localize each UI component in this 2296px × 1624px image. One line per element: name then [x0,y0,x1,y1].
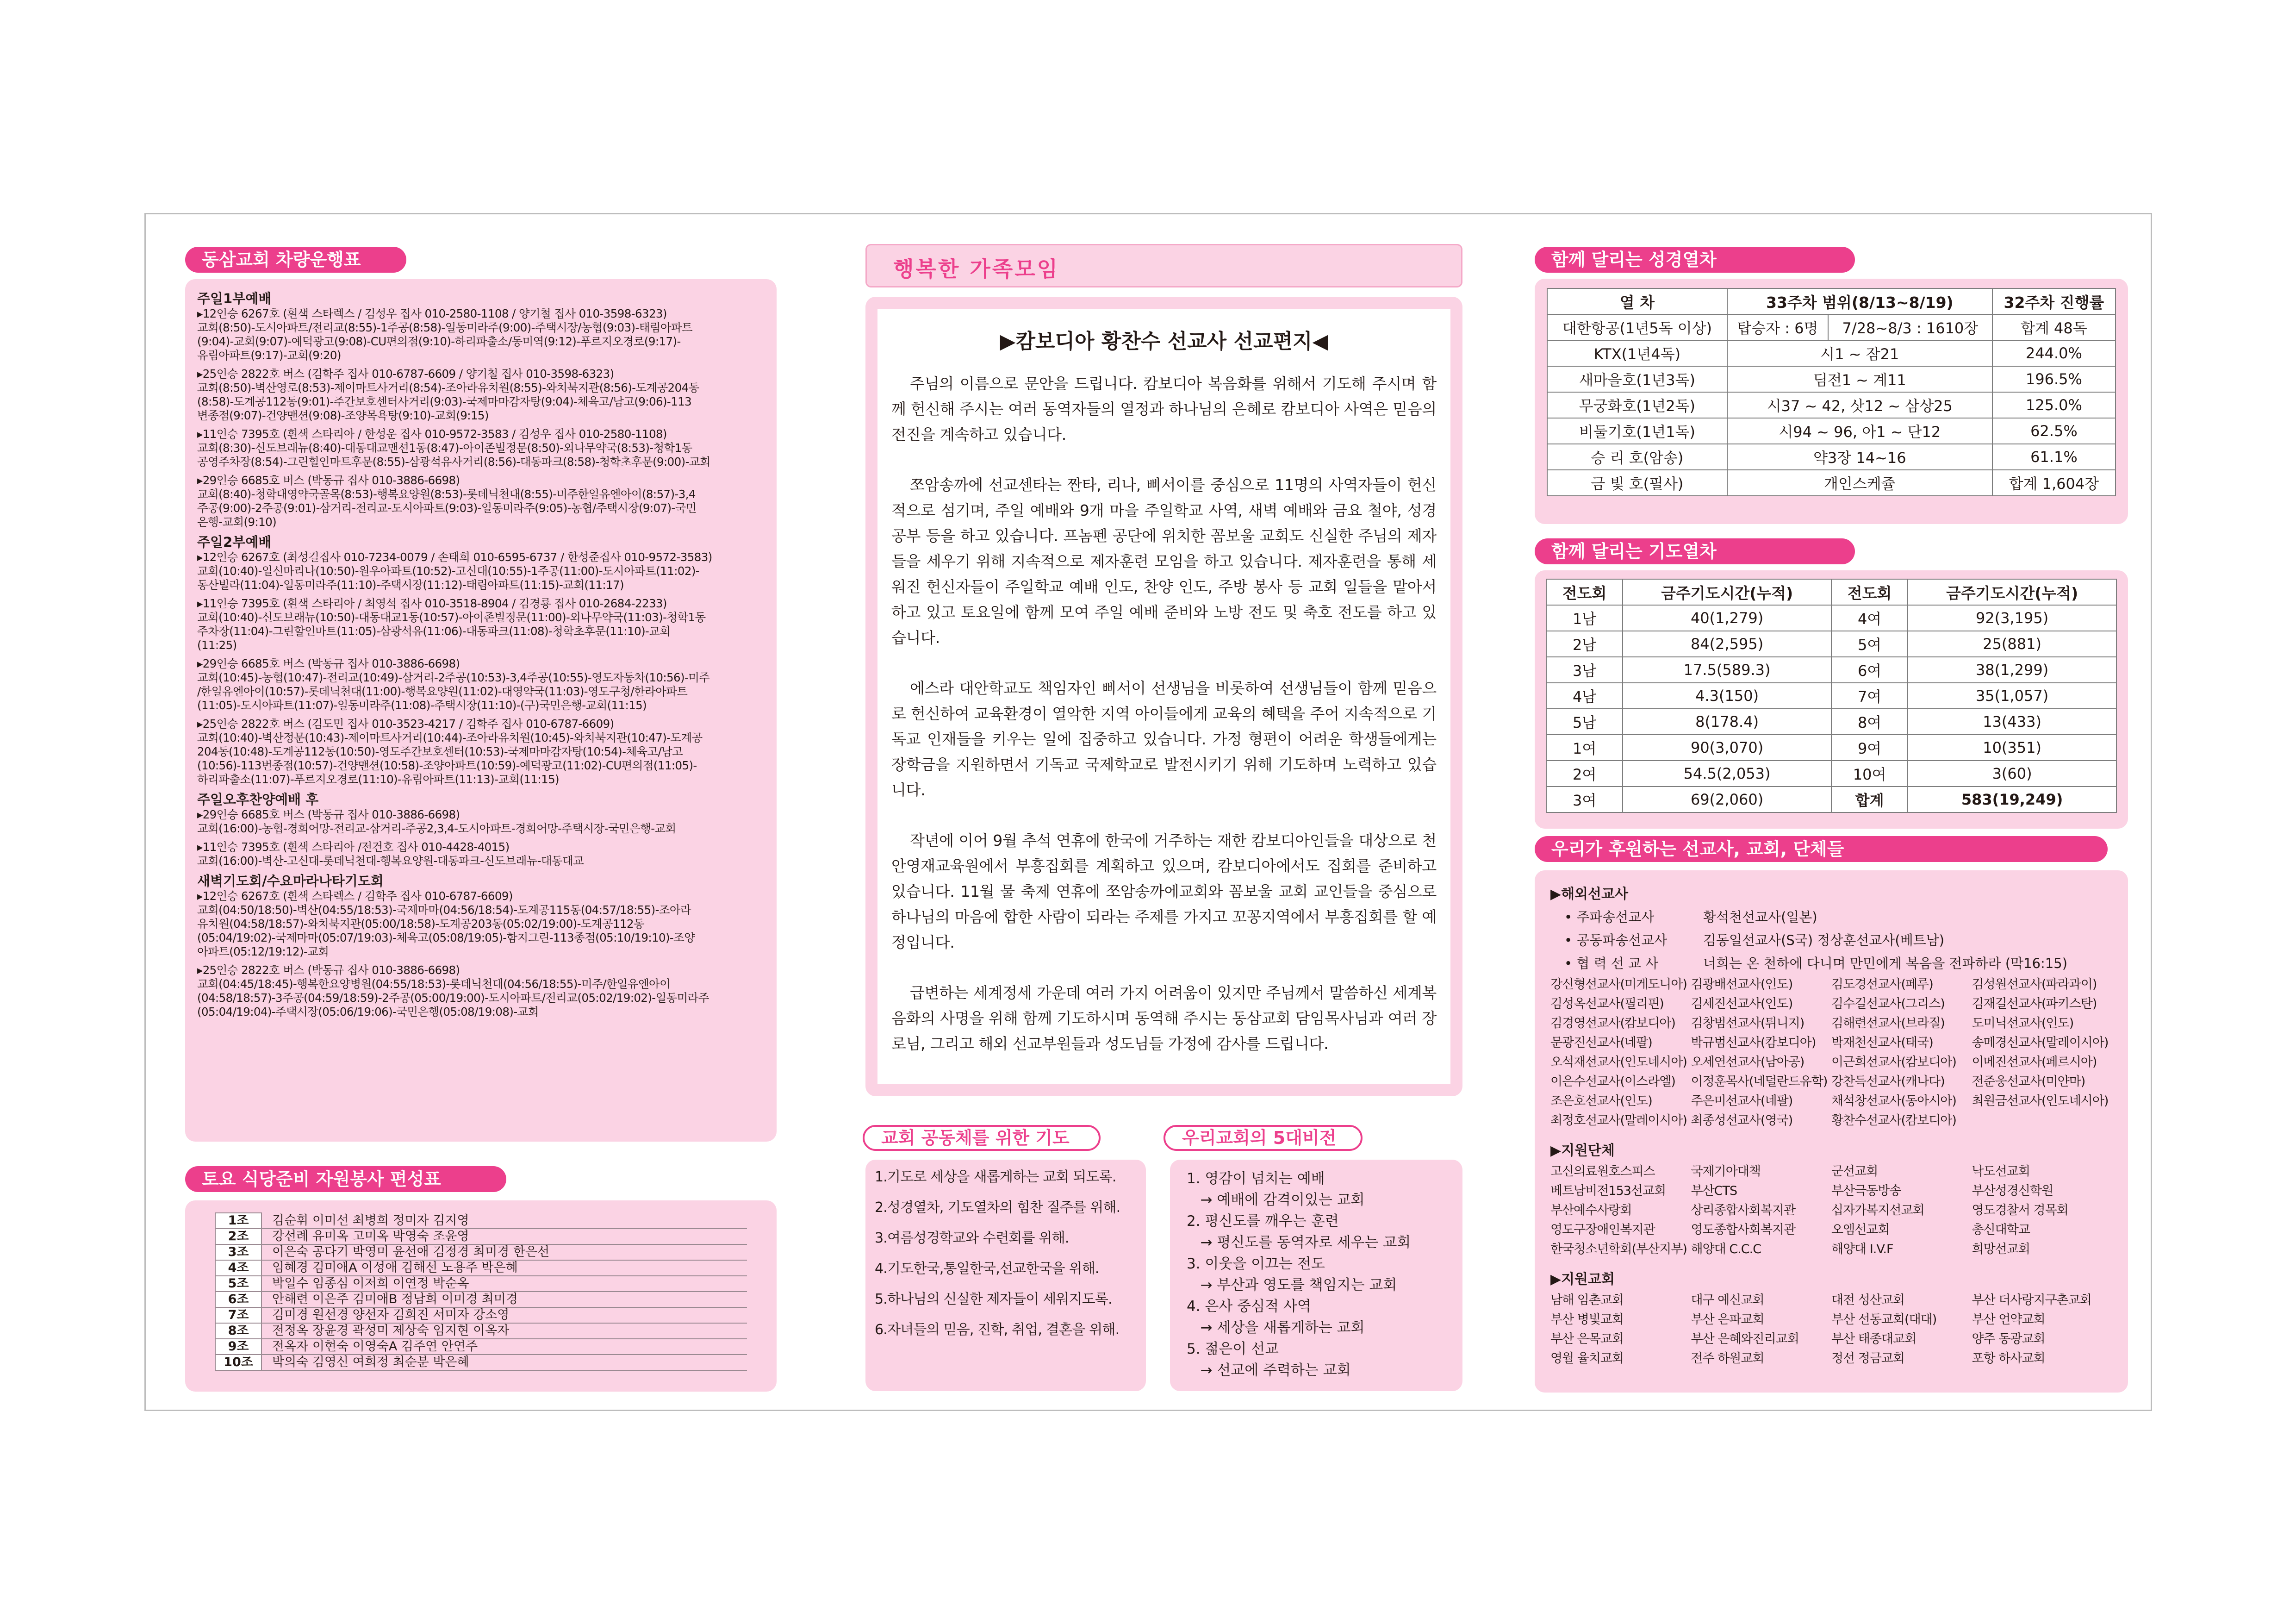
missionary-name: 김성옥선교사(필리핀) [1550,997,1664,1011]
prayer-item: 2.성경열차, 기도열차의 힘찬 질주를 위해. [875,1199,1120,1216]
support-org: 베트남비전153선교회 [1550,1184,1666,1198]
support-church: 부산 언약교회 [1972,1312,2045,1327]
support-church: 부산 태종대교회 [1831,1332,1916,1346]
missionary-names: 너희는 온 천하에 다니며 만민에게 복음을 전파하라 (막16:15) [1703,956,2068,971]
missionary-name: 황찬수선교사(캄보디아) [1831,1113,1956,1128]
support-org: 부산극동방송 [1831,1184,1901,1198]
prayer-group: 2여 [1546,761,1623,787]
bible-train-name: 금 빛 호(필사) [1547,470,1727,496]
kitchen-group: 4조 [215,1260,261,1276]
prayer-item: 4.기도한국,통일한국,선교한국을 위해. [875,1261,1099,1277]
bible-train-name: 비둘기호(1년1독) [1547,418,1727,444]
kitchen-names: 박일수 임종심 이저희 이연정 박순옥 [261,1276,747,1292]
bus-route-entry: ▸29인승 6685호 버스 (박동규 집사 010-3886-6698) 교회(8:40)-청학대영약국골목(8:53)-행복요양원(8:53)-롯데닉천대(8:55)-미주한일유엔아이(8:57)-3,4 주공(9:00)-2주공(9:01)-삼거리-전리교-도시아파트(9:03)-일동미라주(9:05)-농협/주택시장(9:07)-국민 은행-교회(9:10) [197,474,697,529]
bible-train-progress: 61.1% [1992,444,2116,470]
missionary-name: 김세진선교사(인도) [1691,997,1793,1011]
bus-route-entry: ▸25인승 2822호 버스 (김도민 집사 010-3523-4217 / 김학주 집사 010-6787-6609) 교회(10:40)-벽산정문(10:43)-제이마트사거리(10:44)-조아라유치원(10:45)-와치북지관(10:47)-도계공 204동(10:48)-도계공112동(10:50)-영도주간보호센터(10:53)-국제마마감자탕(10:54)-체육고/남고 (10:56)-113번종점(10:57)-건양맨션(10:58)-조양아파트(10:59)-예덕광고(11:02)-CU편의점(11:05)- 하리파출소(11:07)-푸르지오경로(11:10)-유림아파트(11:13)-교회(11:15) [197,717,703,786]
kitchen-row [215,1276,747,1292]
prayer-train-box [1535,570,2128,829]
missionary-name: 최종성선교사(영국) [1691,1113,1793,1128]
missionary-row [1550,906,2112,929]
bible-train-range: 시1 ~ 잠21 [1727,340,1992,366]
prayer-time: 40(1,279) [1623,605,1831,631]
vision-item: → 예배에 감격이있는 교회 [1187,1192,1365,1208]
missionary-rows [1550,906,2112,975]
letter-paragraph: 에스라 대안학교도 책임자인 삐서이 선생님을 비롯하여 선생님들이 함께 믿음으로 헌신하여 교육환경이 열악한 지역 아이들에게 교육의 혜택을 주어 지속적으로 기독교 인재들을 키우는 일에 집중하고 있습니다. 가정 형편이 어려운 학생들에게는 장학금을 지원하면서 기독교 국제학교로 발전시키기 위해 기도하며 노력하고 있습니다. [891,679,1437,799]
vision-item: → 세상을 새롭게하는 교회 [1187,1319,1365,1336]
bible-sub-cell: 7/28~8/3 : 1610장 [1828,314,1992,340]
support-org: 부산예수사랑회 [1550,1203,1632,1218]
prayer-time: 54.5(2,053) [1623,761,1831,787]
missionary-name: 이메진선교사(페르시아) [1972,1055,2097,1069]
church-vision-header: 우리교회의 5대비전 [1164,1125,1363,1151]
support-church: 정선 정금교회 [1831,1351,1905,1366]
prayer-item: 5.하나님의 신실한 제자들이 세워지도록. [875,1291,1112,1307]
kitchen-row [215,1292,747,1307]
kitchen-row [215,1307,747,1323]
prayer-item: 3.여름성경학교와 수련회를 위해. [875,1230,1069,1246]
kitchen-names: 전옥자 이현숙 이영숙A 김주연 안연주 [261,1339,747,1355]
missionary-name: 주은미선교사(네팔) [1691,1094,1793,1108]
prayer-train-row [1546,657,2116,683]
missionary-role: • 주파송선교사 [1564,909,1655,925]
missionary-name: 김창범선교사(튀니지) [1691,1016,1804,1031]
support-church: 양주 동광교회 [1972,1332,2045,1346]
bus-section-title: 주일오후찬양예배 후 [197,792,319,807]
bible-train-range: 시94 ~ 96, 아1 ~ 단12 [1727,418,1992,444]
kitchen-group: 6조 [215,1292,261,1307]
vision-item: 1. 영감이 넘치는 예배 [1187,1170,1325,1187]
bible-train-progress: 244.0% [1992,340,2116,366]
support-org: 부산CTS [1691,1184,1737,1198]
community-prayer-box [865,1160,1146,1391]
kitchen-names: 이은숙 공다기 박영미 윤선애 김정경 최미경 한은선 [261,1244,747,1260]
kitchen-row [215,1229,747,1244]
prayer-train-table [1546,579,2117,813]
kitchen-group: 5조 [215,1276,261,1292]
prayer-train-row [1546,709,2116,735]
missionary-name: 강신형선교사(미게도니아) [1550,977,1687,992]
bible-train-range: 시37 ~ 42, 삿12 ~ 삼상25 [1727,392,1992,418]
prayer-time: 13(433) [1908,709,2116,735]
support-church: 부산 은목교회 [1550,1332,1624,1346]
church-vision-box [1170,1160,1462,1391]
family-gathering-header [865,244,1462,287]
prayer-group: 1남 [1546,605,1623,631]
missionary-name: 김도경선교사(페루) [1831,977,1933,992]
support-org: 총신대학교 [1972,1223,2030,1237]
support-church: 부산 더사랑지구촌교회 [1972,1293,2091,1307]
support-org: 고신의료원호스피스 [1550,1164,1655,1179]
prayer-group: 4여 [1831,605,1908,631]
support-church: 남해 임촌교회 [1550,1293,1624,1307]
missionary-name: 오세연선교사(남아공) [1691,1055,1804,1069]
missionary-name: 송메경선교사(말레이시아) [1972,1036,2109,1050]
kitchen-row [215,1244,747,1260]
mission-letter-body [891,371,1437,1056]
prayer-train-row [1546,683,2116,709]
support-church: 부산 은혜와진리교회 [1691,1332,1799,1346]
prayer-time: 17.5(589.3) [1623,657,1831,683]
kitchen-group: 2조 [215,1229,261,1244]
missionary-name: 오석재선교사(인도네시아) [1550,1055,1687,1069]
missionary-names: 황석천선교사(일본) [1703,909,1817,925]
prayer-train-row [1546,735,2116,761]
prayer-col-time: 금주기도시간(누적) [1908,579,2116,605]
support-org: 영도종합사회복지관 [1691,1223,1796,1237]
missionary-name: 김경영선교사(캄보디아) [1550,1016,1675,1031]
missionary-name: 이근희선교사(캄보디아) [1831,1055,1956,1069]
bible-col-progress: 32주차 진행률 [1992,288,2116,314]
missionary-grid [1550,975,2112,1131]
prayer-time: 10(351) [1908,735,2116,761]
prayer-group: 2남 [1546,631,1623,657]
kitchen-group: 8조 [215,1323,261,1339]
church-grid [1550,1291,2112,1368]
bible-train-box [1535,279,2128,524]
org-title: ▶지원단체 [1550,1143,1615,1159]
bus-route-entry: ▸29인승 6685호 버스 (박동규 집사 010-3886-6698) 교회(16:00)-농협-경희어망-전리교-삼거리-주공2,3,4-도시아파트-경희어망-주택시장-국민은행-교회 [197,808,676,835]
prayer-train-row [1546,761,2116,787]
bus-section-title: 새벽기도회/수요마라나타기도회 [197,873,384,889]
prayer-train-header: 함께 달리는 기도열차 [1535,538,1855,564]
kitchen-group: 10조 [215,1355,261,1370]
kitchen-group: 9조 [215,1339,261,1355]
support-org: 부산성경신학원 [1972,1184,2053,1198]
bus-route-entry: ▸12인승 6267호 (흰색 스타렉스 / 김성우 집사 010-2580-1108 / 양기철 집사 010-3598-6323) 교회(8:50)-도시아파트/전리교(8:55)-1주공(8:58)-일동미라주(9:00)-주택시장/농협(9:03)-태림아파트 (9:04)-교회(9:07)-예덕광고(9:08)-CU편의점(9:10)-하리파출소/동미역(9:12)-푸르지오경로(9:17)- 유림아파트(9:17)-교회(9:20) [197,307,693,362]
bus-section-title: 주일1부예배 [197,291,272,306]
kitchen-names: 전정옥 장윤경 곽성미 제상숙 임지현 이옥자 [261,1323,747,1339]
kitchen-table [215,1212,747,1371]
support-church: 부산 선동교회(대대) [1831,1312,1937,1327]
prayer-item: 1.기도로 세상을 새롭게하는 교회 되도록. [875,1169,1116,1185]
support-org: 십자가복지선교회 [1831,1203,1924,1218]
kitchen-schedule-header: 토요 식당준비 자원봉사 편성표 [185,1166,506,1192]
kitchen-names: 김순휘 이미선 최병희 정미자 김지영 [261,1213,747,1229]
support-org: 해양대 C.C.C [1691,1242,1761,1256]
support-org: 해양대 I.V.F [1831,1242,1893,1256]
kitchen-row [215,1260,747,1276]
support-org: 군선교회 [1831,1164,1878,1179]
bible-train-range: 개인스케쥴 [1727,470,1992,496]
prayer-group: 5여 [1831,631,1908,657]
letter-paragraph: 급변하는 세계정세 가운데 여러 가지 어려움이 있지만 주님께서 말씀하신 세계복음화의 사명을 위해 함께 기도하시며 동역해 주시는 동삼교회 담임목사님과 여러 장로님, 그리고 해외 선교부원들과 성도님들 가정에 감사를 드립니다. [891,984,1437,1053]
bible-train-row [1547,392,2116,418]
bible-sub-cell: 탑승자 : 6명 [1727,314,1828,340]
prayer-time: 84(2,595) [1623,631,1831,657]
prayer-train-row [1546,605,2116,631]
kitchen-schedule-box [185,1200,777,1392]
support-org: 한국청소년학회(부산지부) [1550,1242,1687,1256]
bible-train-range: 딤전1 ~ 계11 [1727,366,1992,392]
prayer-group: 5남 [1546,709,1623,735]
vision-item: 3. 이웃을 이끄는 전도 [1187,1255,1325,1272]
prayer-train-head-row [1546,579,2116,605]
letter-paragraph: 작년에 이어 9월 추석 연휴에 한국에 거주하는 재한 캄보디아인들을 대상으로 천안영재교육원에서 부흥집회를 계획하고 있으며, 캄보디아에서도 집회를 준비하고 있습니다. 11월 물 축제 연휴에 쪼암송까에교회와 꼼보울 교회 교인들을 중심으로 하나님의 마음에 합한 사람이 되라는 주제를 가지고 꼬꽁지역에서 부흥집회를 할 예정입니다. [891,831,1437,951]
bus-section-title: 주일2부예배 [197,534,272,550]
bus-route-entry: ▸11인승 7395호 (흰색 스타리아 / 최영석 집사 010-3518-8904 / 김경룡 집사 010-2684-2233) 교회(10:40)-신도브래뉴(10:50)-대동대교1동(10:57)-아이존빌정문(11:00)-외나무약국(11:03)-청학1동 주차장(11:04)-그린할인마트(11:05)-삼광석유(11:06)-대동파크(11:08)-청학초후문(11:10)-교회 (11:25) [197,597,706,652]
missionary-name [1972,1111,2113,1131]
support-org: 영도경찰서 경목회 [1972,1203,2068,1218]
missionary-name: 강찬득선교사(캐나다) [1831,1074,1945,1089]
vision-item: 4. 은사 중심적 사역 [1187,1298,1311,1315]
prayer-col-group: 전도회 [1546,579,1623,605]
missionary-name: 전준웅선교사(미얀마) [1972,1074,2085,1089]
bus-route-entry: ▸12인승 6267호 (최성길집사 010-7234-0079 / 손태희 010-6595-6737 / 한성준집사 010-9572-3583) 교회(10:40)-일신마리나(10:50)-원우아파트(10:52)-고신대(10:55)-1주공(11:00)-도시아파트(11:02)- 동산빌라(11:04)-일동미라주(11:10)-주택시장(11:12)-태림아파트(11:15)-교회(11:17) [197,550,712,592]
missionary-name: 박규범선교사(캄보디아) [1691,1036,1816,1050]
vision-item: → 평신도를 동역자로 세우는 교회 [1187,1234,1411,1251]
missionary-name: 김해련선교사(브라질) [1831,1016,1945,1031]
kitchen-names: 김미경 원선경 양선자 김희진 서미자 강소영 [261,1307,747,1323]
prayer-group: 합계 [1831,787,1908,812]
org-grid [1550,1162,2112,1259]
bible-train-row [1547,366,2116,392]
bible-train-row [1547,470,2116,496]
prayer-col-time: 금주기도시간(누적) [1623,579,1831,605]
vision-item: 5. 젊은이 선교 [1187,1341,1279,1357]
prayer-time: 90(3,070) [1623,735,1831,761]
bus-route-entry: ▸11인승 7395호 (흰색 스타리아 / 한성운 집사 010-9572-3583 / 김성우 집사 010-2580-1108) 교회(8:30)-신도브래뉴(8:40)-대동대교맨션1동(8:47)-아이존빌정문(8:50)-외나무약국(8:53)-청학1동 공영주차장(8:54)-그린힐인마트후문(8:55)-삼광석유사거리(8:56)-대동파크(8:58)-청학초후문(9:00)-교회 [197,427,710,468]
prayer-col-group: 전도회 [1831,579,1908,605]
kitchen-group: 1조 [215,1213,261,1229]
support-church: 대구 예신교회 [1691,1293,1764,1307]
bus-schedule-box [185,279,777,1142]
prayer-group: 9여 [1831,735,1908,761]
support-org: 희망선교회 [1972,1242,2030,1256]
letter-paragraph: 쪼암송까에 선교센타는 짠타, 리나, 삐서이를 중심으로 11명의 사역자들이 헌신적으로 섬기며, 주일 예배와 9개 마을 주일학교 사역, 새벽 예배와 금요 철야, 성경 공부 등을 하고 있습니다. 프놈펜 공단에 위치한 꼼보울 교회도 신실한 주님의 제자들을 세우기 위해 지속적으로 제자훈련 모임을 하고 있습니다. 제자훈련을 통해 세워진 헌신자들이 주일학교 예배 인도, 찬양 인도, 주방 봉사 등 교회 일들을 맡아서 하고 있고 토요일에 함께 모여 주일 예배 준비와 노방 전도 및 축호 전도를 하고 있습니다. [891,476,1437,647]
vision-item: → 선교에 주력하는 교회 [1187,1362,1351,1379]
support-org: 영도구장애인복지관 [1550,1223,1655,1237]
missionary-name: 이은수선교사(이스라엘) [1550,1074,1675,1089]
support-org: 낙도선교회 [1972,1164,2030,1179]
prayer-group: 7여 [1831,683,1908,709]
bible-train-row [1547,340,2116,366]
letter-paragraph: 주님의 이름으로 문안을 드립니다. 캄보디아 복음화를 위해서 기도해 주시며 함께 헌신해 주시는 여러 동역자들의 열정과 하나님의 은혜로 캄보디아 사역은 믿음의 전진을 계속하고 있습니다. [891,375,1437,443]
bus-route-entry: ▸25인승 2822호 버스 (김학주 집사 010-6787-6609 / 양기철 집사 010-3598-6323) 교회(8:50)-벽산영로(8:53)-제이마트사거리(8:54)-조아라유치원(8:55)-와치북지관(8:56)-도계공204동 (8:58)-도계공112동(9:01)-주간보호센터사거리(9:03)-국제마마감자탕(9:04)-체육고/남고(9:06)-113 변종점(9:07)-건양맨션(9:08)-조양목욕탕(9:10)-교회(9:15) [197,367,699,422]
bible-train-range: 약3장 14~16 [1727,444,1992,470]
bus-section [197,290,765,529]
support-org: 오엠선교회 [1831,1223,1890,1237]
bible-train-sub-row [1547,314,2116,340]
missionary-name: 최정호선교사(말레이시아) [1550,1113,1687,1128]
bible-train-name: 새마을호(1년3독) [1547,366,1727,392]
kitchen-group: 7조 [215,1307,261,1323]
kitchen-names: 박의숙 김영신 여희정 최순분 박은혜 [261,1355,747,1370]
support-header: 우리가 후원하는 선교사, 교회, 단체들 [1535,836,2108,862]
community-prayer-header: 교회 공동체를 위한 기도 [863,1125,1101,1151]
kitchen-row [215,1339,747,1355]
bus-section [197,873,765,1019]
missionary-names: 김동일선교사(S국) 정상훈선교사(베트남) [1703,932,1945,948]
missionary-name: 도미닉선교사(인도) [1972,1016,2074,1031]
prayer-time: 8(178.4) [1623,709,1831,735]
bus-route-entry: ▸25인승 2822호 버스 (박동규 집사 010-3886-6698) 교회(04:45/18:45)-행복한요양병원(04:55/18:53)-롯데닉천대(04:56/18:55)-미주/한일유엔아이 (04:58/18:57)-3주공(04:59/18:59)-2주공(05:00/19:00)-도시아파트/전리교(05:02/19:02)-일동미라주 (05:04/19:04)-주택시장(05:06/19:06)-국민은행(05:08/19:08)-교회 [197,963,709,1018]
missionary-name: 문광진선교사(네팔) [1550,1036,1652,1050]
mission-letter-card [877,309,1450,1084]
prayer-time: 92(3,195) [1908,605,2116,631]
bus-schedule-header: 동삼교회 차량운행표 [185,247,406,273]
missionary-name: 이정훈목사(네덜란드유학) [1691,1074,1828,1089]
support-church: 영월 율치교회 [1550,1351,1624,1366]
prayer-train-row [1546,631,2116,657]
bible-col-train: 열 차 [1547,288,1727,314]
prayer-item: 6.자녀들의 믿음, 진학, 취업, 결혼을 위해. [875,1322,1120,1338]
bus-route-entry: ▸29인승 6685호 버스 (박동규 집사 010-3886-6698) 교회(10:45)-농협(10:47)-전리교(10:49)-삼거리-2주공(10:53)-3,4주공(10:55)-영도자동차(10:56)-미주 /한일유엔아이(10:57)-롯데닉천대(11:00)-행복요양원(11:02)-대영약국(11:03)-영도구청/한라아파트 (11:05)-도시아파트(11:07)-일동미라주(11:08)-주택시장(11:10)-(구)국민은행-교회(11:15) [197,657,710,712]
mission-letter-box [865,297,1462,1096]
support-church: 대전 성산교회 [1831,1293,1905,1307]
bible-train-progress: 합계 1,604장 [1992,470,2116,496]
missionary-name: 최원금선교사(인도네시아) [1972,1094,2109,1108]
kitchen-row [215,1323,747,1339]
missionary-role: • 협 력 선 교 사 [1564,956,1659,971]
prayer-time: 25(881) [1908,631,2116,657]
prayer-group: 4남 [1546,683,1623,709]
prayer-time: 35(1,057) [1908,683,2116,709]
prayer-group: 3여 [1546,787,1623,812]
missionary-role: • 공동파송선교사 [1564,932,1668,948]
bible-train-name: KTX(1년4독) [1547,340,1727,366]
vision-item: → 부산과 영도를 책임지는 교회 [1187,1277,1397,1293]
bible-train-progress: 125.0% [1992,392,2116,418]
support-church: 포항 하사교회 [1972,1351,2045,1366]
bible-train-name: 무궁화호(1년2독) [1547,392,1727,418]
church-title: ▶지원교회 [1550,1271,1615,1287]
bible-train-progress: 196.5% [1992,366,2116,392]
bible-train-row [1547,444,2116,470]
prayer-time: 4.3(150) [1623,683,1831,709]
missionary-name: 김광배선교사(인도) [1691,977,1793,992]
support-org: 상리종합사회복지관 [1691,1203,1796,1218]
support-church: 부산 은파교회 [1691,1312,1764,1327]
bible-sub-cell: 대한항공(1년5독 이상) [1547,314,1727,340]
bible-col-range: 33주차 범위(8/13~8/19) [1727,288,1992,314]
kitchen-row [215,1355,747,1370]
prayer-group: 1여 [1546,735,1623,761]
prayer-group: 8여 [1831,709,1908,735]
missionary-name: 김수길선교사(그리스) [1831,997,1945,1011]
bible-train-name: 승 리 호(암송) [1547,444,1727,470]
support-church: 전주 하원교회 [1691,1351,1764,1366]
bible-train-head-row [1547,288,2116,314]
prayer-time: 3(60) [1908,761,2116,787]
vision-item: 2. 평신도를 깨우는 훈련 [1187,1213,1339,1230]
bus-section [197,534,765,787]
missionary-name: 박재천선교사(태국) [1831,1036,1933,1050]
missionary-name: 김재길선교사(파키스탄) [1972,997,2097,1011]
missionary-name: 조은호선교사(인도) [1550,1094,1652,1108]
support-church: 부산 병빛교회 [1550,1312,1624,1327]
prayer-time: 69(2,060) [1623,787,1831,812]
prayer-group: 3남 [1546,657,1623,683]
family-gathering-title: 행복한 가족모임 [893,256,1060,281]
bus-route-entry: ▸12인승 6267호 (흰색 스타렉스 / 김학주 집사 010-6787-6609) 교회(04:50/18:50)-벽산(04:55/18:53)-국제마마(04:56/18:54)-도계공115동(04:57/18:55)-조아라 유치원(04:58/18:57)-와치북지관(05:00/18:58)-도계공203동(05:02/19:00)-도계공112동 (05:04/19:02)-국제마마(05:07/19:03)-체육고(05:08/19:05)-함지그린-113종점(05:10/19:10)-조양 아파트(05:12/19:12)-교회 [197,889,695,958]
kitchen-group: 3조 [215,1244,261,1260]
prayer-time: 38(1,299) [1908,657,2116,683]
prayer-group: 10여 [1831,761,1908,787]
bible-train-row [1547,418,2116,444]
missionary-row [1550,929,2112,952]
mission-letter-title: ▶캄보디아 황찬수 선교사 선교편지◀ [1000,330,1328,353]
bus-route-entry: ▸11인승 7395호 (흰색 스타리아 /전건호 집사 010-4428-4015) 교회(16:00)-벽산-고신대-롯데닉천대-행복요양원-대동파크-신도브래뉴-대동대교 [197,840,584,868]
support-org: 국제기아대책 [1691,1164,1761,1179]
missionary-name: 김성원선교사(파라과이) [1972,977,2097,992]
kitchen-names: 강선례 유미옥 고미옥 박영숙 조윤영 [261,1229,747,1244]
bible-train-table [1547,288,2116,496]
bus-section [197,791,765,868]
bible-sub-cell: 합계 48독 [1992,314,2116,340]
missionary-name: 채석창선교사(동아시아) [1831,1094,1956,1108]
kitchen-row [215,1213,747,1229]
support-box [1535,870,2128,1393]
prayer-train-row [1546,787,2116,812]
bible-train-header: 함께 달리는 성경열차 [1535,247,1855,273]
bible-train-progress: 62.5% [1992,418,2116,444]
prayer-time: 583(19,249) [1908,787,2116,812]
missionary-title: ▶해외선교사 [1550,886,1628,902]
missionary-row [1550,952,2112,975]
kitchen-names: 안해련 이은주 김미애B 정남희 이미경 최미경 [261,1292,747,1307]
kitchen-names: 임혜경 김미애A 이성애 김해선 노용주 박은혜 [261,1260,747,1276]
prayer-group: 6여 [1831,657,1908,683]
